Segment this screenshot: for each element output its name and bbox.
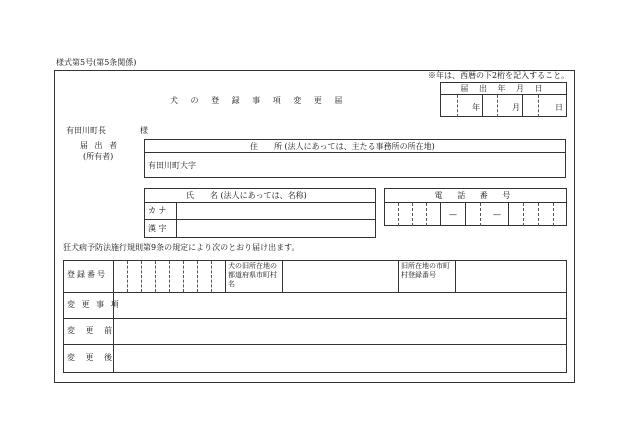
date-day-label: 日 (555, 103, 563, 112)
addressee-honorific: 様 (140, 126, 148, 135)
kanji-label: 漢 字 (148, 224, 167, 233)
name-header: 氏 名 (法人にあっては、名称) (186, 191, 307, 200)
kana-input[interactable] (177, 203, 375, 218)
old-city-no-label: 旧所在地の市町村登録番号 (401, 262, 450, 279)
kanji-input[interactable] (177, 220, 375, 237)
year-note: ※年は、西暦の下2桁を記入すること。 (428, 71, 570, 80)
reg-no-label: 登録番号 (67, 270, 107, 279)
change-item-label: 変 更 事 項 (67, 300, 121, 309)
old-pref-label: 犬の旧所在地の都道府県市町村名 (228, 262, 277, 288)
applicant-label: 届 出 者 (80, 141, 120, 150)
form-title: 犬 の 登 録 事 項 変 更 届 (170, 96, 348, 105)
phone-header: 電 話 番 号 (434, 191, 517, 200)
applicant-sublabel: (所有者) (83, 152, 114, 161)
date-month-label: 月 (512, 103, 520, 112)
date-header: 届 出 年 月 日 (460, 84, 547, 93)
addressee-name: 有田川町長 (66, 126, 106, 135)
change-item-input[interactable] (114, 293, 566, 317)
statement: 狂犬病予防法施行規則第9条の規定により次のとおり届け出ます。 (63, 243, 300, 252)
before-input[interactable] (114, 319, 566, 343)
phone-dash-2: — (493, 210, 501, 219)
address-value[interactable]: 有田川町大字 (148, 161, 196, 170)
before-label: 変 更 前 (67, 326, 117, 335)
phone-dash-1: — (449, 210, 457, 219)
after-input[interactable] (114, 345, 566, 372)
kana-label: カ ナ (148, 206, 167, 215)
after-label: 変 更 後 (67, 353, 117, 362)
form-number: 様式第5号(第5条関係) (56, 58, 137, 67)
address-header: 住 所 (法人にあっては、主たる事務所の所在地) (250, 142, 435, 151)
date-year-label: 年 (472, 103, 480, 112)
